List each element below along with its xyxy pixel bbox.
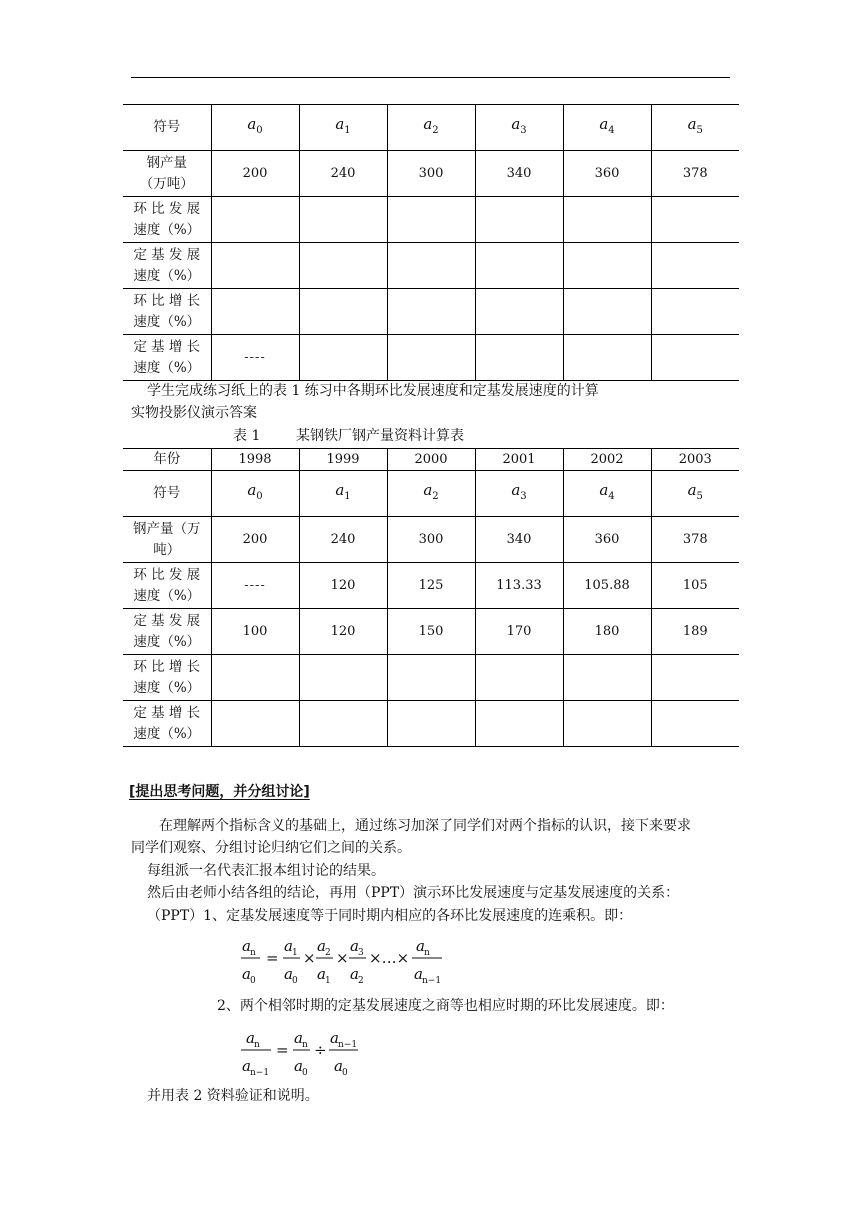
year-cell: 2002 xyxy=(563,449,651,471)
table-cell xyxy=(563,655,651,701)
table-cell: 105.88 xyxy=(563,563,651,609)
row-label-year: 年份 xyxy=(123,449,211,471)
table-cell xyxy=(387,701,475,747)
symbol-cell: $a_3$ xyxy=(475,471,563,517)
table-cell: 125 xyxy=(387,563,475,609)
symbol-cell: $a_5$ xyxy=(651,105,739,151)
svg-text:1: 1 xyxy=(292,948,298,958)
svg-text:n: n xyxy=(250,948,256,958)
closing-text: 并用表 2 资料验证和说明。 xyxy=(147,1088,319,1104)
table-row-year xyxy=(123,449,739,471)
symbol-cell: $a_5$ xyxy=(651,471,739,517)
svg-text:a: a xyxy=(242,1057,251,1075)
table-cell: 378 xyxy=(651,151,739,197)
row-label-chain-growth: 环 比 增 长 速度（%） xyxy=(123,655,211,701)
table-row-chain-growth xyxy=(123,289,739,335)
table-cell xyxy=(563,243,651,289)
symbol-cell: $a_3$ xyxy=(475,105,563,151)
table-cell: 200 xyxy=(211,517,299,563)
answer-intro: 实物投影仪演示答案 xyxy=(131,405,257,421)
svg-text:n: n xyxy=(424,948,430,958)
table-cell xyxy=(651,197,739,243)
row-label-chain-growth: 环 比 增 长 速度（%） xyxy=(123,289,211,335)
table-cell xyxy=(299,197,387,243)
answer-table xyxy=(123,448,739,747)
formula-chain-product-svg xyxy=(236,930,456,990)
table-cell xyxy=(475,655,563,701)
table-cell xyxy=(299,243,387,289)
formula-quotient-svg xyxy=(236,1022,376,1082)
svg-text:a: a xyxy=(284,937,293,955)
table-row-symbol xyxy=(123,471,739,517)
row-label-symbol: 符号 xyxy=(123,471,211,517)
table-cell xyxy=(651,701,739,747)
table-cell xyxy=(211,243,299,289)
svg-text:÷: ÷ xyxy=(314,1041,327,1059)
table-cell xyxy=(563,335,651,381)
table-cell: ---- xyxy=(211,563,299,609)
section-heading: [提出思考问题，并分组讨论] xyxy=(129,784,310,800)
table-cell: 189 xyxy=(651,609,739,655)
table-cell: 180 xyxy=(563,609,651,655)
table-caption-number: 表 1 xyxy=(233,428,261,444)
year-cell: 2000 xyxy=(387,449,475,471)
svg-text:a: a xyxy=(414,965,423,983)
year-cell: 1998 xyxy=(211,449,299,471)
table-cell xyxy=(211,289,299,335)
symbol-cell: $a_4$ xyxy=(563,471,651,517)
svg-text:n−1: n−1 xyxy=(338,1040,358,1050)
formula-chain-product xyxy=(236,930,456,994)
table-cell: 240 xyxy=(299,151,387,197)
row-label-fixed-dev: 定 基 发 展 速度（%） xyxy=(123,609,211,655)
svg-text:0: 0 xyxy=(292,976,298,986)
row-label-output: 钢产量（万 吨） xyxy=(123,517,211,563)
table-cell: ---- xyxy=(211,335,299,381)
table-cell: 120 xyxy=(299,563,387,609)
svg-text:n−1: n−1 xyxy=(250,1068,270,1078)
svg-text:n: n xyxy=(254,1040,260,1050)
row-label-fixed-growth: 定 基 增 长 速度（%） xyxy=(123,701,211,747)
paragraph-line: 每组派一名代表汇报本组讨论的结果。 xyxy=(147,863,385,879)
svg-text:a: a xyxy=(350,965,359,983)
row-label-fixed-dev: 定 基 发 展 速度（%） xyxy=(123,243,211,289)
table-row-output xyxy=(123,151,739,197)
table-cell xyxy=(475,335,563,381)
svg-text:3: 3 xyxy=(358,948,364,958)
table-cell: 340 xyxy=(475,517,563,563)
table-cell xyxy=(387,335,475,381)
svg-text:a: a xyxy=(242,937,251,955)
svg-text:a: a xyxy=(330,1029,339,1047)
relation-1-text: （PPT）1、定基发展速度等于同时期内相应的各环比发展速度的连乘积。即： xyxy=(147,908,633,924)
table-cell: 360 xyxy=(563,517,651,563)
paragraph-line: 然后由老师小结各组的结论，再用（PPT）演示环比发展速度与定基发展速度的关系： xyxy=(147,885,680,901)
svg-text:a: a xyxy=(416,937,425,955)
svg-text:n: n xyxy=(302,1040,308,1050)
symbol-cell: $a_0$ xyxy=(211,471,299,517)
svg-text:a: a xyxy=(294,1057,303,1075)
row-label-fixed-growth: 定 基 增 长 速度（%） xyxy=(123,335,211,381)
table-cell xyxy=(651,335,739,381)
table-cell xyxy=(387,655,475,701)
page-header-rule xyxy=(131,77,730,78)
svg-text:0: 0 xyxy=(342,1068,348,1078)
row-label-symbol: 符号 xyxy=(123,105,211,151)
svg-text:×: × xyxy=(303,949,316,967)
table-cell: 340 xyxy=(475,151,563,197)
table-cell xyxy=(651,289,739,335)
svg-text:1: 1 xyxy=(325,976,331,986)
svg-text:a: a xyxy=(246,1029,255,1047)
svg-text:=: = xyxy=(276,1041,289,1059)
table-cell: 200 xyxy=(211,151,299,197)
table-row-chain-dev xyxy=(123,563,739,609)
table-row-chain-growth xyxy=(123,655,739,701)
table-row-symbol xyxy=(123,105,739,151)
svg-text:×…×: ×…× xyxy=(369,949,410,967)
table-cell: 240 xyxy=(299,517,387,563)
table-cell xyxy=(387,197,475,243)
svg-text:a: a xyxy=(317,937,326,955)
svg-text:a: a xyxy=(350,937,359,955)
table-cell: 300 xyxy=(387,151,475,197)
svg-text:=: = xyxy=(266,949,279,967)
table-cell xyxy=(299,701,387,747)
table-cell: 300 xyxy=(387,517,475,563)
table-cell: 105 xyxy=(651,563,739,609)
table-cell xyxy=(211,197,299,243)
table-caption-title: 某钢铁厂钢产量资料计算表 xyxy=(296,428,464,444)
table-cell: 150 xyxy=(387,609,475,655)
table-cell xyxy=(211,701,299,747)
svg-text:a: a xyxy=(284,965,293,983)
svg-text:0: 0 xyxy=(250,976,256,986)
table-cell xyxy=(475,289,563,335)
table-cell xyxy=(299,655,387,701)
exercise-instruction: 学生完成练习纸上的表 1 练习中各期环比发展速度和定基发展速度的计算 xyxy=(147,383,599,399)
table-cell: 360 xyxy=(563,151,651,197)
table-cell: 378 xyxy=(651,517,739,563)
year-cell: 2001 xyxy=(475,449,563,471)
row-label-output: 钢产量 （万吨） xyxy=(123,151,211,197)
table-cell xyxy=(299,335,387,381)
table-cell xyxy=(651,655,739,701)
table-cell xyxy=(475,243,563,289)
symbol-cell: $a_2$ xyxy=(387,105,475,151)
table-cell xyxy=(651,243,739,289)
table-cell xyxy=(299,289,387,335)
table-cell xyxy=(563,701,651,747)
svg-text:0: 0 xyxy=(302,1068,308,1078)
svg-text:a: a xyxy=(334,1057,343,1075)
table-row-fixed-growth xyxy=(123,701,739,747)
table-row-chain-dev xyxy=(123,197,739,243)
table-cell: 100 xyxy=(211,609,299,655)
row-label-chain-dev: 环 比 发 展 速度（%） xyxy=(123,563,211,609)
svg-text:a: a xyxy=(242,965,251,983)
table-cell: 120 xyxy=(299,609,387,655)
table-cell: 170 xyxy=(475,609,563,655)
table-row-fixed-growth xyxy=(123,335,739,381)
svg-text:2: 2 xyxy=(358,976,364,986)
table-row-output xyxy=(123,517,739,563)
paragraph-line: 在理解两个指标含义的基础上，通过练习加深了同学们对两个指标的认识，接下来要求 xyxy=(159,818,691,834)
table-cell xyxy=(475,197,563,243)
table-cell xyxy=(475,701,563,747)
svg-text:n−1: n−1 xyxy=(422,976,442,986)
table-cell xyxy=(387,243,475,289)
symbol-cell: $a_2$ xyxy=(387,471,475,517)
symbol-cell: $a_0$ xyxy=(211,105,299,151)
table-row-fixed-dev xyxy=(123,609,739,655)
relation-2-text: 2、两个相邻时期的定基发展速度之商等也相应时期的环比发展速度。即： xyxy=(217,998,674,1014)
table-cell: 113.33 xyxy=(475,563,563,609)
paragraph-line: 同学们观察、分组讨论归纳它们之间的关系。 xyxy=(131,840,411,856)
exercise-table xyxy=(123,104,739,381)
table-cell xyxy=(387,289,475,335)
symbol-cell: $a_1$ xyxy=(299,471,387,517)
symbol-cell: $a_4$ xyxy=(563,105,651,151)
table-row-fixed-dev xyxy=(123,243,739,289)
svg-text:a: a xyxy=(294,1029,303,1047)
symbol-cell: $a_1$ xyxy=(299,105,387,151)
formula-quotient xyxy=(236,1022,376,1086)
row-label-chain-dev: 环 比 发 展 速度（%） xyxy=(123,197,211,243)
year-cell: 1999 xyxy=(299,449,387,471)
table-cell xyxy=(563,197,651,243)
svg-text:2: 2 xyxy=(325,948,331,958)
table-cell xyxy=(211,655,299,701)
table-cell xyxy=(563,289,651,335)
year-cell: 2003 xyxy=(651,449,739,471)
svg-text:×: × xyxy=(336,949,349,967)
svg-text:a: a xyxy=(317,965,326,983)
